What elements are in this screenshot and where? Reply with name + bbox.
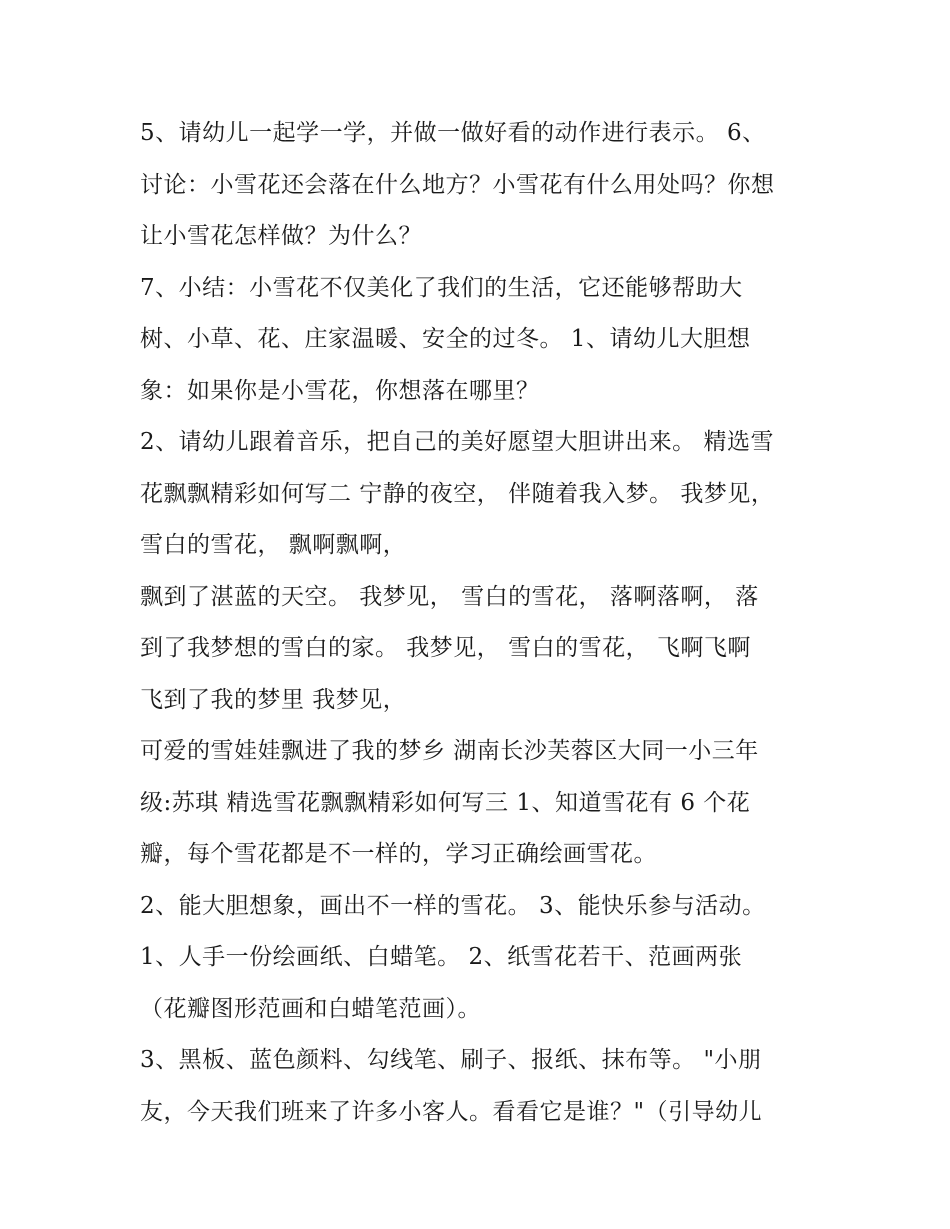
- text-line: （花瓣图形范画和白蜡笔范画）。: [140, 995, 481, 1022]
- text-line: 象：如果你是小雪花，你想落在哪里？: [140, 377, 540, 404]
- text-line: 树、小草、花、庄家温暖、安全的过冬。 1、请幼儿大胆想: [140, 326, 751, 352]
- text-line: 3、黑板、蓝色颜料、勾线笔、刷子、报纸、抹布等。 "小朋: [140, 1047, 762, 1073]
- text-line: 到了我梦想的雪白的家。 我梦见， 雪白的雪花， 飞啊飞啊: [140, 635, 751, 661]
- text-line: 2、能大胆想象，画出不一样的雪花。 3、能快乐参与活动。: [140, 892, 766, 919]
- text-line: 飞到了我的梦里 我梦见，: [140, 686, 407, 713]
- document-body: [140, 108, 820, 1138]
- text-line: 讨论：小雪花还会落在什么地方？小雪花有什么用处吗？你想: [140, 171, 775, 198]
- text-line: 雪白的雪花， 飘啊飘啊，: [140, 532, 407, 558]
- text-line: 级:苏琪 精选雪花飘飘精彩如何写三 1、知道雪花有 6 个花: [140, 789, 751, 816]
- text-line: 可爱的雪娃娃飘进了我的梦乡 湖南长沙芙蓉区大同一小三年: [140, 738, 759, 764]
- text-line: 7、小结：小雪花不仅美化了我们的生活，它还能够帮助大: [140, 274, 743, 301]
- text-line: 5、请幼儿一起学一学，并做一做好看的动作进行表示。 6、: [140, 120, 766, 146]
- text-line: 飘到了湛蓝的天空。 我梦见， 雪白的雪花， 落啊落啊， 落: [140, 583, 759, 610]
- text-line: 1、人手一份绘画纸、白蜡笔。 2、纸雪花若干、范画两张: [140, 944, 743, 970]
- text-line: 瓣，每个雪花都是不一样的，学习正确绘画雪花。: [140, 841, 657, 867]
- text-line: 2、请幼儿跟着音乐，把自己的美好愿望大胆讲出来。 精选雪: [140, 429, 774, 455]
- text-line: 让小雪花怎样做？为什么？: [140, 223, 422, 249]
- text-line: 花飘飘精彩如何写二 宁静的夜空， 伴随着我入梦。 我梦见，: [140, 480, 775, 507]
- text-line: 友，今天我们班来了许多小客人。看看它是谁？"（引导幼儿: [140, 1098, 763, 1125]
